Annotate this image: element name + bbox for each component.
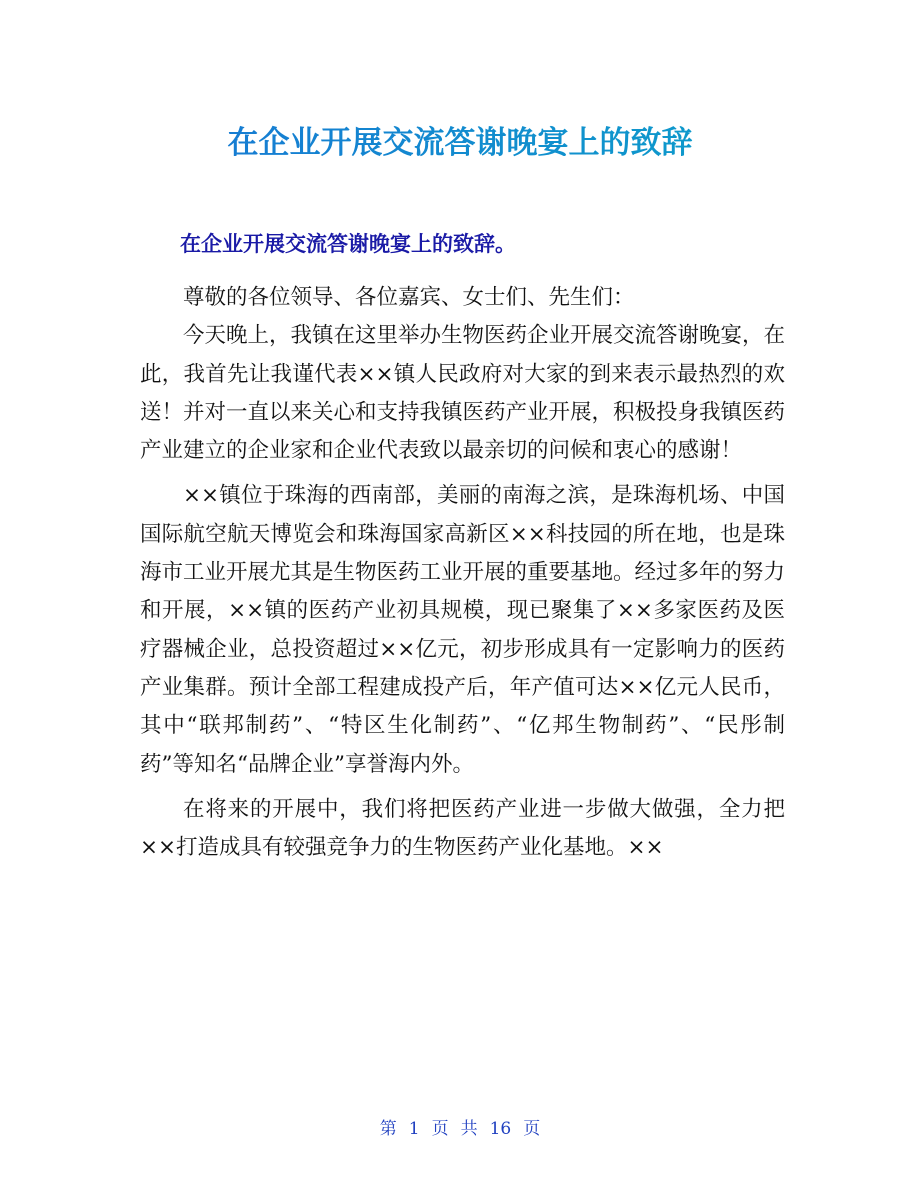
document-subtitle: 在企业开展交流答谢晚宴上的致辞。 (180, 232, 516, 256)
document-body (140, 279, 785, 867)
total-pages: 16 (489, 1119, 512, 1139)
document-title: 在企业开展交流答谢晚宴上的致辞 (0, 117, 920, 162)
body-paragraph: 今天晚上，我镇在这里举办生物医药企业开展交流答谢晚宴，在此，我首先让我谨代表××镇人民政府对大家的到来表示最热烈的欢送！并对一直以来关心和支持我镇医药产业开展，积极投身我镇医药产业建立的企业家和企业代表致以最亲切的问候和衷心的感谢！ (140, 323, 786, 464)
body-paragraph: ××镇位于珠海的西南部，美丽的南海之滨，是珠海机场、中国国际航空航天博览会和珠海国家高新区××科技园的所在地，也是珠海市工业开展尤其是生物医药工业开展的重要基地。经过多年的努力和开展，××镇的医药产业初具规模，现已聚集了××多家医药及医疗器械企业，总投资超过××亿元，初步形成具有一定影响力的医药产业集群。预计全部工程建成投产后，年产值可达××亿元人民币，其中“联邦制药”、“特区生化制药”、“亿邦生物制药”、“民彤制药”等知名“品牌企业”享誉海内外。 (140, 483, 786, 777)
greeting-paragraph: 尊敬的各位领导、各位嘉宾、女士们、先生们： (183, 285, 635, 310)
page-footer (0, 1114, 920, 1139)
page-number: 1 (408, 1119, 420, 1139)
page-label: 第 (379, 1119, 397, 1139)
total-label: 共 (460, 1119, 478, 1139)
page-unit: 页 (431, 1119, 449, 1139)
body-paragraph: 在将来的开展中，我们将把医药产业进一步做大做强，全力把××打造成具有较强竞争力的生物医药产业化基地。×× (140, 796, 785, 861)
total-unit: 页 (523, 1119, 541, 1139)
